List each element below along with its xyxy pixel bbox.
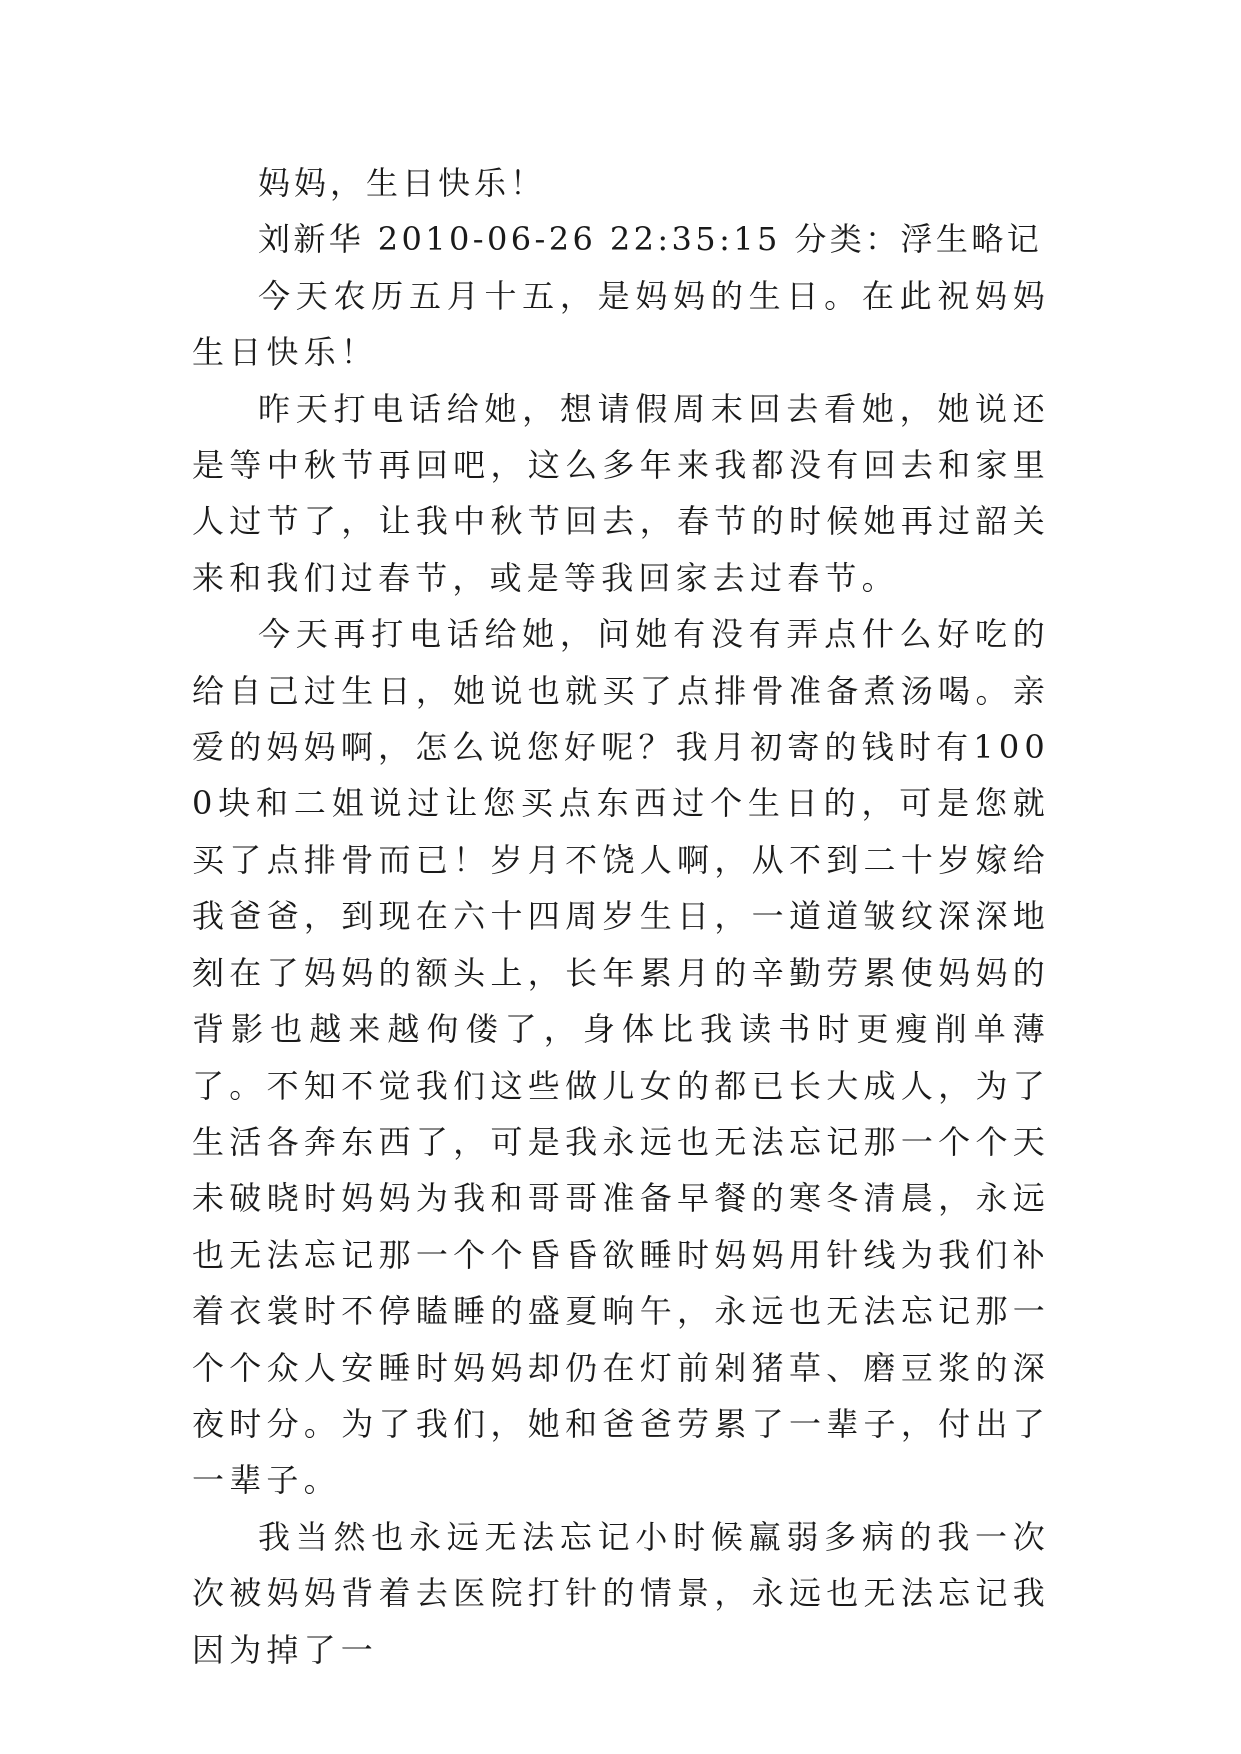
article-body xyxy=(192,155,1050,1678)
paragraph: 今天再打电话给她，问她有没有弄点什么好吃的给自己过生日，她说也就买了点排骨准备煮汤喝。亲爱的妈妈啊，怎么说您好呢？我月初寄的钱时有1000块和二姐说过让您买点东西过个生日的，可是您就买了点排骨而已！岁月不饶人啊，从不到二十岁嫁给我爸爸，到现在六十四周岁生日，一道道皱纹深深地刻在了妈妈的额头上，长年累月的辛勤劳累使妈妈的背影也越来越佝偻了，身体比我读书时更瘦削单薄了。不知不觉我们这些做儿女的都已长大成人，为了生活各奔东西了，可是我永远也无法忘记那一个个天未破晓时妈妈为我和哥哥准备早餐的寒冬清晨，永远也无法忘记那一个个昏昏欲睡时妈妈用针线为我们补着衣裳时不停瞌睡的盛夏晌午，永远也无法忘记那一个个众人安睡时妈妈却仍在灯前剁猪草、磨豆浆的深夜时分。为了我们，她和爸爸劳累了一辈子，付出了一辈子。 xyxy=(192,615,1050,1500)
paragraph: 我当然也永远无法忘记小时候羸弱多病的我一次次被妈妈背着去医院打针的情景，永远也无法忘记我因为掉了一 xyxy=(192,1517,1050,1669)
paragraph: 昨天打电话给她，想请假周末回去看她，她说还是等中秋节再回吧，这么多年来我都没有回去和家里人过节了，让我中秋节回去，春节的时候她再过韶关来和我们过春节，或是等我回家去过春节。 xyxy=(192,389,1050,597)
paragraph: 今天农历五月十五，是妈妈的生日。在此祝妈妈生日快乐！ xyxy=(192,276,1050,372)
article-meta: 刘新华 2010-06-26 22:35:15 分类：浮生略记 xyxy=(258,220,1043,259)
article-title: 妈妈，生日快乐！ xyxy=(258,164,547,202)
